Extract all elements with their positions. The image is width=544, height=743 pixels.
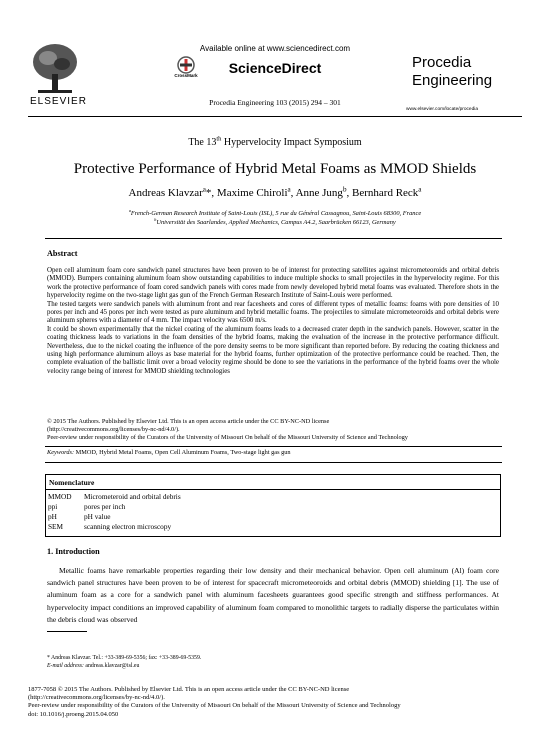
journal-title-line1: Procedia xyxy=(412,54,472,71)
abstract-body xyxy=(47,267,499,376)
nomenclature-heading: Nomenclature xyxy=(49,478,95,487)
license-link[interactable]: (http://creativecommons.org/licenses/by-nc-nd/4.0/). xyxy=(47,426,180,434)
keywords-top-rule xyxy=(45,446,502,447)
corresponding-author-footnote: * Andreas Klavzar. Tel.: +33-389-69-5356; fax: +33-389-69-5359. xyxy=(47,655,202,661)
footnote-rule xyxy=(47,631,87,632)
doi[interactable]: doi: 10.1016/j.proeng.2015.04.050 xyxy=(28,710,119,718)
abstract-paragraph: It could be shown experimentally that the nickel coating of the aluminum foams leads to a decreased crater depth in the sandwich panels. However, scatter in the coating thickness leads to variations in the foam densities of the hybrid foams, making the evaluation of the increase in the protective performance difficult. Nevertheless, due to the nickel coating the influence of the pore density seems to be more significant than reported before. By reducing the coating thickness and using high performance aluminum alloys as base material for the hybrid foams, further optimization of the protective performance could be reached. Then, the complete evaluation of the ballistic limit over a broad velocity regime should be done to see the variations in the performance of the hybrid foams over the whole velocity range being of interest for MMOD shielding technologies xyxy=(47,325,499,375)
author[interactable]: Bernhard Reck$^a$ xyxy=(352,185,422,199)
keywords xyxy=(47,449,499,456)
introduction-heading: 1. Introduction xyxy=(47,547,100,556)
keywords-text: MMOD, Hybrid Metal Foams, Open Cell Aluminum Foams, Two-stage light gas gun xyxy=(74,449,291,456)
keywords-label: Keywords: xyxy=(47,449,75,456)
email-link[interactable]: andreas.klavzar@isl.eu xyxy=(83,663,140,669)
abstract-paragraph: The tested targets were sandwich panels with aluminum front and rear facesheets and cores of different types of metallic foams: foams with pore densities of 10 pores per inch and 45 pores per inch were tested as pure aluminum and hybrid metallic foams. The projectiles to simulate micrometeoroids and orbital debris were aluminum spheres with a diameter of 4 mm. The impact velocity was 6500 m/s. xyxy=(47,300,499,325)
abstract-paragraph: Open cell aluminum foam core sandwich panel structures have been proven to be of interest for protecting satellites against micrometeoroids and orbital debris (MMOD). Bumpers containing aluminum foam show outstanding capabilities to induce multiple shocks to small projectiles in the hypervelocity regime. For this work the protective performance of foam cored sandwich panels with cores made from newly developed hybrid metal foams was evaluated. Therefore shots in the hypervelocity regime on the two-stage light gas gun of the French German Research Institute of Saint-Louis were performed. xyxy=(47,267,499,300)
abstract-heading: Abstract xyxy=(47,249,78,258)
nomenclature-rule xyxy=(45,489,501,490)
crossmark-label: CrossMark xyxy=(174,73,198,78)
author[interactable]: Andreas Klavzar$^a$*, xyxy=(128,185,217,199)
introduction-body: Metallic foams have remarkable properties regarding their low density and their mechanical behavior. Open cell aluminum (Al) foam core sandwich panel structures have been proven to be of interest for spacecraft micrometeoroids and orbital debris (MMOD) shielding [1]. The use of aluminum foam as a core for a sandwich panel with aluminum facesheets guarantees good specific strength and stiffness performances. At hypervelocity impact conditions an improved capability of aluminum foam compared to monolithic targets to radially disperse the particulates within the debris cloud was observed xyxy=(47,566,499,624)
copyright-notice: © 2015 The Authors. Published by Elsevier Ltd. This is an open access article under the CC BY-NC-ND license (http://creativecommons.org/licenses/by-nc-nd/4.0/). Peer-review under responsibility of the Curators of the University of Missouri On behalf of the Missouri University of Science and Technology xyxy=(47,418,499,443)
journal-title-line2: Engineering xyxy=(412,72,493,89)
author[interactable]: Anne Jung$^b$, xyxy=(295,185,353,199)
keywords-bottom-rule xyxy=(45,462,502,463)
page-footer: 1877-7058 © 2015 The Authors. Published by Elsevier Ltd. This is an open access article under the CC BY-NC-ND license (http://creativecommons.org/licenses/by-nc-nd/4.0/). Peer-review under responsibility of the Curators of the University of Missouri On behalf of the Missouri University of Science and Technology doi: 10.1016/j.proeng.2015.04.050 xyxy=(28,686,522,719)
abstract-top-rule xyxy=(45,238,502,239)
email-footnote: E-mail address: andreas.klavzar@isl.eu xyxy=(47,663,140,669)
symposium-name: The 13th Hypervelocity Impact Symposium xyxy=(188,135,362,148)
author[interactable]: Maxime Chiroli$^a$, xyxy=(216,185,296,199)
elsevier-tree-logo xyxy=(28,40,82,104)
footer-license-link[interactable]: (http://creativecommons.org/licenses/by-nc-nd/4.0/). xyxy=(28,694,165,702)
sciencedirect-logo: ScienceDirect xyxy=(228,60,322,76)
journal-reference: Procedia Engineering 103 (2015) 294 – 301 xyxy=(209,98,341,107)
author-list xyxy=(28,187,522,199)
affiliation-a: $^a$French-German Research Institute of Saint-Louis (ISL), 5 rue du Général Cassagnou, Saint-Louis 68300, France xyxy=(128,207,422,217)
elsevier-wordmark: ELSEVIER xyxy=(30,96,87,107)
affiliation-b: $^b$Universität des Saarlandes, Applied Mechanics, Campus A4.2, Saarbrücken 66123, Germany xyxy=(154,216,396,226)
journal-url[interactable]: www.elsevier.com/locate/procedia xyxy=(406,107,478,112)
available-online-text: Available online at www.sciencedirect.com xyxy=(199,44,351,53)
journal-title xyxy=(412,54,492,90)
paper-title: Protective Performance of Hybrid Metal Foams as MMOD Shields xyxy=(73,161,477,177)
header-rule xyxy=(28,116,522,117)
